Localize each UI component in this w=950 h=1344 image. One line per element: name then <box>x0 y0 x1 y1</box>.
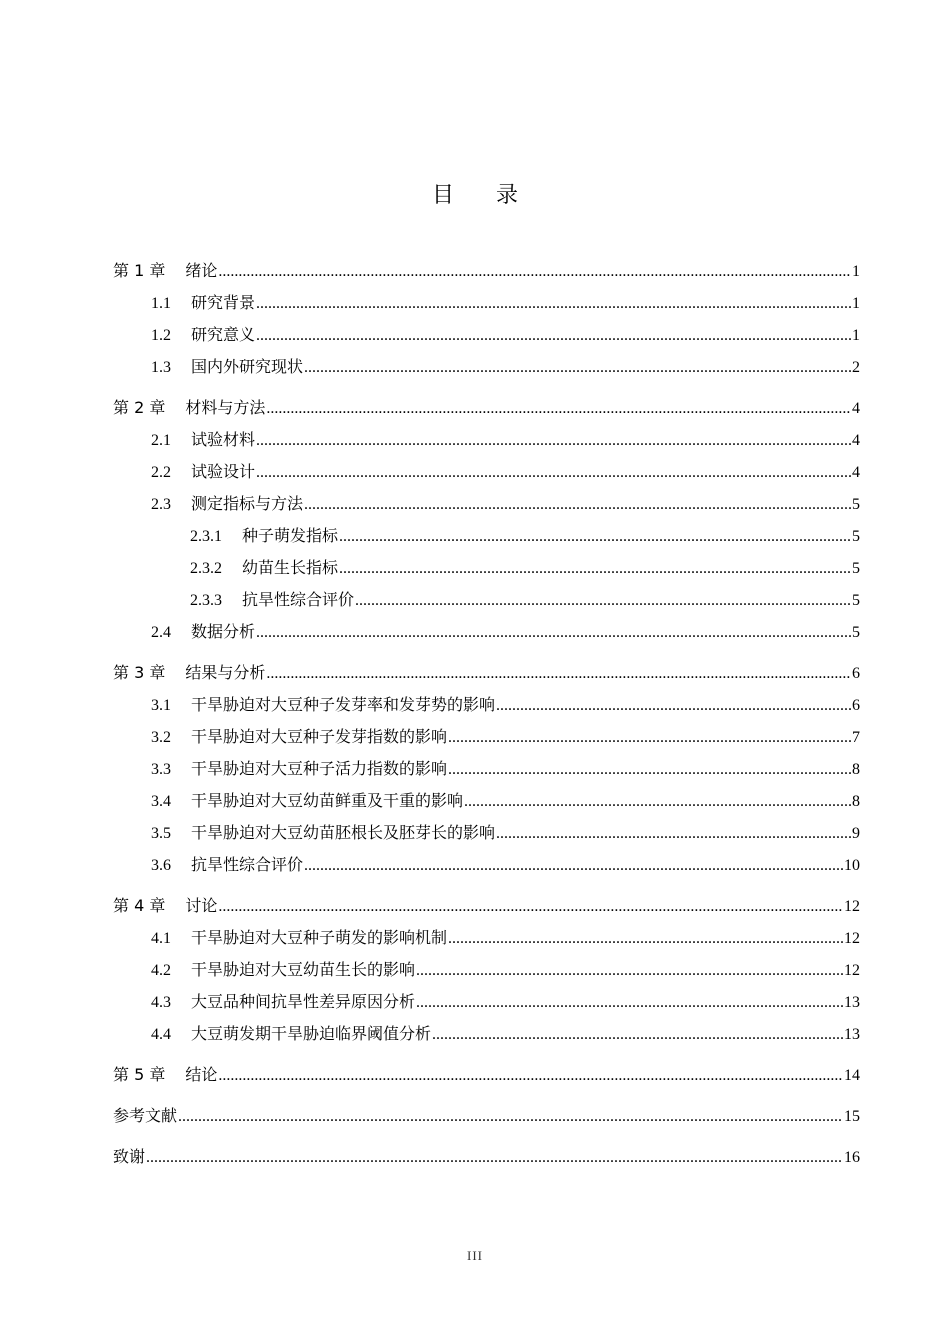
toc-entry-page: 6 <box>852 665 860 682</box>
toc-chapter-entry[interactable] <box>113 392 860 424</box>
toc-dot-leader <box>339 521 851 553</box>
toc-entry-label: 大豆萌发期干旱胁迫临界阈值分析 <box>191 1024 432 1043</box>
toc-entry-label: 抗旱性综合评价 <box>242 590 355 609</box>
toc-dot-leader <box>464 786 851 818</box>
toc-entry-label: 研究意义 <box>191 325 256 344</box>
toc-section-entry[interactable] <box>113 922 860 954</box>
toc-section-entry[interactable] <box>113 817 860 849</box>
toc-title-part2: 录 <box>496 183 519 208</box>
toc-entry-page: 12 <box>844 930 860 947</box>
toc-entry-label: 结论 <box>185 1065 218 1084</box>
toc-entry-label: 讨论 <box>185 896 218 915</box>
toc-entry-label: 干旱胁迫对大豆种子萌发的影响机制 <box>191 928 448 947</box>
toc-dot-leader <box>266 658 851 690</box>
toc-entry-number: 4.2 <box>151 962 171 979</box>
toc-entry-label: 结果与分析 <box>185 663 266 682</box>
toc-entry-label: 测定指标与方法 <box>191 494 304 513</box>
toc-dot-leader <box>496 690 851 722</box>
toc-dot-leader <box>304 489 851 521</box>
toc-dot-leader <box>218 891 843 923</box>
toc-section-entry[interactable] <box>113 456 860 488</box>
toc-dot-leader <box>266 393 851 425</box>
toc-entry-label: 干旱胁迫对大豆幼苗生长的影响 <box>191 960 416 979</box>
toc-entry-number: 3.2 <box>151 729 171 746</box>
toc-dot-leader <box>448 923 843 955</box>
toc-entry-label: 干旱胁迫对大豆幼苗胚根长及胚芽长的影响 <box>191 823 496 842</box>
toc-section-entry[interactable] <box>113 721 860 753</box>
toc-entry-label: 大豆品种间抗旱性差异原因分析 <box>191 992 416 1011</box>
toc-entry-page: 8 <box>852 761 860 778</box>
toc-section-entry[interactable] <box>113 785 860 817</box>
toc-title-part1: 目 <box>431 183 454 208</box>
toc-subsection-entry[interactable] <box>113 584 860 616</box>
toc-section-entry[interactable] <box>113 954 860 986</box>
toc-entry-label: 干旱胁迫对大豆种子活力指数的影响 <box>191 759 448 778</box>
toc-section-entry[interactable] <box>113 319 860 351</box>
toc-entry-number: 3.6 <box>151 857 171 874</box>
toc-entry-page: 5 <box>852 528 860 545</box>
toc-entry-page: 8 <box>852 793 860 810</box>
toc-entry-number: 第 2 章 <box>113 398 166 417</box>
toc-subsection-entry[interactable] <box>113 552 860 584</box>
toc-section-entry[interactable] <box>113 689 860 721</box>
toc-entry-number: 1.3 <box>151 359 171 376</box>
toc-chapter-entry[interactable] <box>113 255 860 287</box>
toc-entry-number: 3.4 <box>151 793 171 810</box>
toc-section-entry[interactable] <box>113 424 860 456</box>
toc-entry-number: 3.5 <box>151 825 171 842</box>
toc-entry-number: 3.3 <box>151 761 171 778</box>
toc-dot-leader <box>416 955 843 987</box>
toc-entry-label: 材料与方法 <box>185 398 266 417</box>
toc-dot-leader <box>355 585 851 617</box>
toc-entry-number: 2.3.1 <box>190 528 222 545</box>
toc-dot-leader <box>304 850 843 882</box>
toc-chapter-entry[interactable] <box>113 1100 860 1132</box>
toc-dot-leader <box>416 987 843 1019</box>
toc-entry-page: 13 <box>844 994 860 1011</box>
toc-entry-label: 国内外研究现状 <box>191 357 304 376</box>
toc-title <box>0 178 950 209</box>
toc-dot-leader <box>256 617 851 649</box>
toc-entry-page: 14 <box>844 1067 860 1084</box>
toc-chapter-entry[interactable] <box>113 657 860 689</box>
toc-entry-number: 1.1 <box>151 295 171 312</box>
toc-entry-page: 1 <box>852 295 860 312</box>
table-of-contents <box>113 255 860 1173</box>
toc-entry-number: 2.3.3 <box>190 592 222 609</box>
toc-section-entry[interactable] <box>113 488 860 520</box>
toc-entry-label: 干旱胁迫对大豆幼苗鲜重及干重的影响 <box>191 791 464 810</box>
toc-entry-page: 1 <box>852 263 860 280</box>
toc-entry-number: 第 4 章 <box>113 896 166 915</box>
toc-dot-leader <box>304 352 851 384</box>
toc-dot-leader <box>218 256 851 288</box>
toc-entry-number: 3.1 <box>151 697 171 714</box>
toc-entry-number: 4.4 <box>151 1026 171 1043</box>
toc-dot-leader <box>496 818 851 850</box>
toc-entry-page: 4 <box>852 432 860 449</box>
toc-dot-leader <box>432 1019 843 1051</box>
toc-entry-label: 抗旱性综合评价 <box>191 855 304 874</box>
toc-dot-leader <box>448 722 851 754</box>
toc-chapter-entry[interactable] <box>113 1141 860 1173</box>
toc-entry-page: 1 <box>852 327 860 344</box>
toc-section-entry[interactable] <box>113 1018 860 1050</box>
toc-chapter-entry[interactable] <box>113 890 860 922</box>
toc-entry-label: 致谢 <box>113 1147 146 1166</box>
page-number: III <box>467 1248 483 1263</box>
toc-entry-number: 2.4 <box>151 624 171 641</box>
toc-entry-label: 干旱胁迫对大豆种子发芽指数的影响 <box>191 727 448 746</box>
toc-entry-label: 试验材料 <box>191 430 256 449</box>
toc-entry-number: 2.3 <box>151 496 171 513</box>
toc-entry-label: 参考文献 <box>113 1106 178 1125</box>
toc-dot-leader <box>339 553 851 585</box>
toc-entry-page: 13 <box>844 1026 860 1043</box>
toc-section-entry[interactable] <box>113 986 860 1018</box>
toc-subsection-entry[interactable] <box>113 520 860 552</box>
toc-entry-number: 4.3 <box>151 994 171 1011</box>
toc-entry-page: 12 <box>844 898 860 915</box>
toc-section-entry[interactable] <box>113 616 860 648</box>
toc-entry-number: 2.1 <box>151 432 171 449</box>
toc-entry-page: 10 <box>844 857 860 874</box>
toc-entry-label: 研究背景 <box>191 293 256 312</box>
toc-entry-label: 干旱胁迫对大豆种子发芽率和发芽势的影响 <box>191 695 496 714</box>
toc-dot-leader <box>146 1142 843 1174</box>
toc-dot-leader <box>256 288 851 320</box>
toc-entry-label: 试验设计 <box>191 462 256 481</box>
toc-chapter-entry[interactable] <box>113 1059 860 1091</box>
toc-entry-label: 种子萌发指标 <box>242 526 339 545</box>
toc-entry-page: 5 <box>852 592 860 609</box>
toc-section-entry[interactable] <box>113 753 860 785</box>
toc-entry-page: 5 <box>852 560 860 577</box>
toc-entry-number: 4.1 <box>151 930 171 947</box>
toc-entry-number: 第 5 章 <box>113 1065 166 1084</box>
toc-entry-page: 16 <box>844 1149 860 1166</box>
toc-entry-number: 1.2 <box>151 327 171 344</box>
toc-entry-page: 5 <box>852 496 860 513</box>
toc-entry-number: 第 3 章 <box>113 663 166 682</box>
toc-entry-page: 15 <box>844 1108 860 1125</box>
toc-entry-label: 幼苗生长指标 <box>242 558 339 577</box>
toc-entry-label: 数据分析 <box>191 622 256 641</box>
toc-section-entry[interactable] <box>113 287 860 319</box>
toc-section-entry[interactable] <box>113 849 860 881</box>
toc-entry-page: 12 <box>844 962 860 979</box>
toc-entry-number: 第 1 章 <box>113 261 166 280</box>
toc-entry-page: 5 <box>852 624 860 641</box>
toc-entry-label: 绪论 <box>185 261 218 280</box>
toc-dot-leader <box>256 457 851 489</box>
toc-entry-page: 2 <box>852 359 860 376</box>
toc-entry-page: 9 <box>852 825 860 842</box>
toc-entry-page: 6 <box>852 697 860 714</box>
toc-entry-page: 4 <box>852 400 860 417</box>
toc-dot-leader <box>256 425 851 457</box>
toc-dot-leader <box>218 1060 843 1092</box>
toc-entry-number: 2.3.2 <box>190 560 222 577</box>
toc-entry-page: 4 <box>852 464 860 481</box>
toc-entry-number: 2.2 <box>151 464 171 481</box>
toc-dot-leader <box>448 754 851 786</box>
toc-section-entry[interactable] <box>113 351 860 383</box>
toc-dot-leader <box>178 1101 843 1133</box>
toc-dot-leader <box>256 320 851 352</box>
toc-entry-page: 7 <box>852 729 860 746</box>
